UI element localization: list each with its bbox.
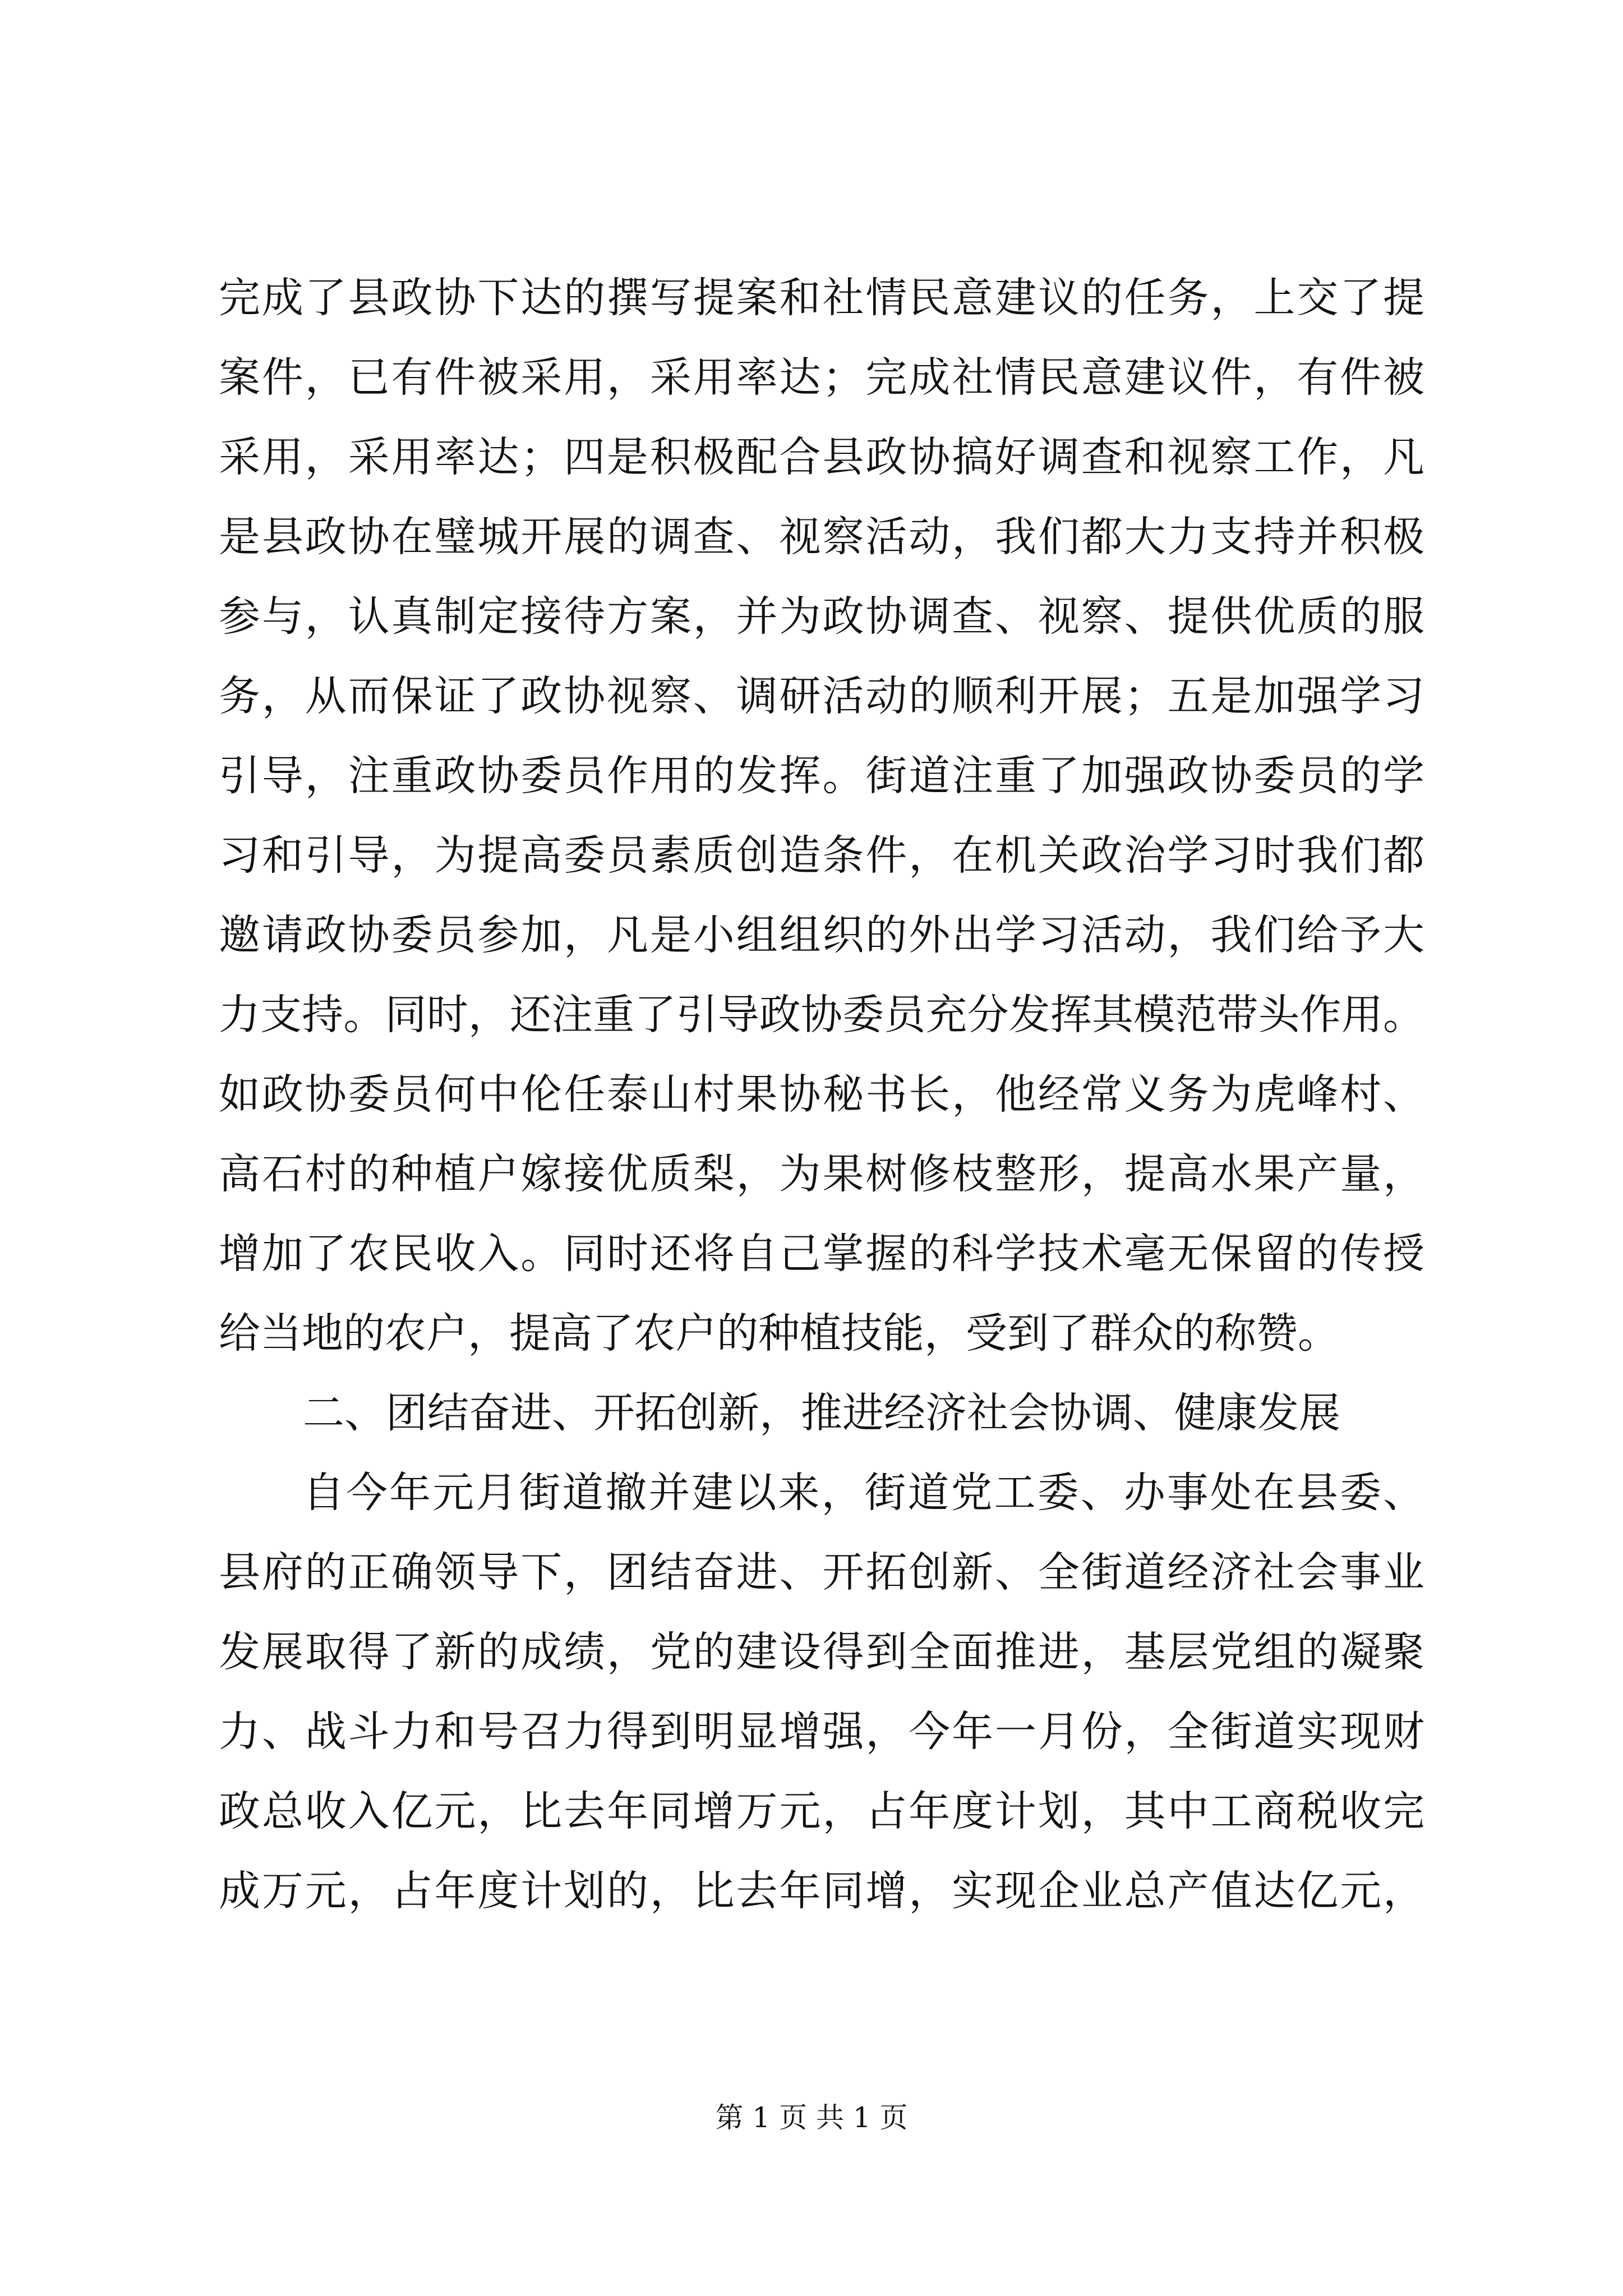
text-line: 习和引导，为提高委员素质创造条件，在机关政治学习时我们都 bbox=[219, 831, 1424, 880]
text-line: 增加了农民收入。同时还将自己掌握的科学技术毫无保留的传授 bbox=[219, 1230, 1424, 1278]
text-line: 县府的正确领导下，团结奋进、开拓创新、全街道经济社会事业 bbox=[219, 1548, 1424, 1596]
text-line: 发展取得了新的成绩，党的建设得到全面推进，基层党组的凝聚 bbox=[219, 1628, 1424, 1676]
text-line: 完成了县政协下达的撰写提案和社情民意建议的任务，上交了提 bbox=[219, 274, 1424, 322]
text-line: 案件，已有件被采用，采用率达；完成社情民意建议件，有件被 bbox=[219, 353, 1424, 402]
text-line: 成万元，占年度计划的，比去年同增，实现企业总产值达亿元， bbox=[219, 1867, 1424, 1915]
text-line: 务，从而保证了政协视察、调研活动的顺利开展；五是加强学习 bbox=[219, 672, 1424, 720]
text-line: 政总收入亿元，比去年同增万元，占年度计划，其中工商税收完 bbox=[219, 1787, 1424, 1835]
text-line: 采用，采用率达；四是积极配合县政协搞好调查和视察工作，凡 bbox=[219, 433, 1424, 481]
text-line: 参与，认真制定接待方案，并为政协调查、视察、提供优质的服 bbox=[219, 592, 1424, 641]
text-line: 力支持。同时，还注重了引导政协委员充分发挥其模范带头作用。 bbox=[219, 991, 1424, 1039]
text-line: 高石村的种植户嫁接优质梨，为果树修枝整形，提高水果产量， bbox=[219, 1150, 1424, 1198]
text-line: 给当地的农户，提高了农户的种植技能，受到了群众的称赞。 bbox=[219, 1309, 1339, 1358]
text-line: 自今年元月街道撤并建以来，街道党工委、办事处在县委、 bbox=[303, 1469, 1424, 1517]
text-line: 邀请政协委员参加，凡是小组组织的外出学习活动，我们给予大 bbox=[219, 911, 1424, 959]
text-line: 如政协委员何中伦任泰山村果协秘书长，他经常义务为虎峰村、 bbox=[219, 1070, 1424, 1119]
section-heading: 二、团结奋进、开拓创新，推进经济社会协调、健康发展 bbox=[303, 1389, 1340, 1437]
text-line: 是县政协在璧城开展的调查、视察活动，我们都大力支持并积极 bbox=[219, 513, 1424, 561]
body-text bbox=[219, 258, 1424, 1931]
text-line: 引导，注重政协委员作用的发挥。街道注重了加强政协委员的学 bbox=[219, 752, 1424, 800]
page-number-footer: 第 1 页 共 1 页 bbox=[715, 2101, 908, 2134]
text-line: 力、战斗力和号召力得到明显增强，今年一月份，全街道实现财 bbox=[219, 1708, 1424, 1756]
